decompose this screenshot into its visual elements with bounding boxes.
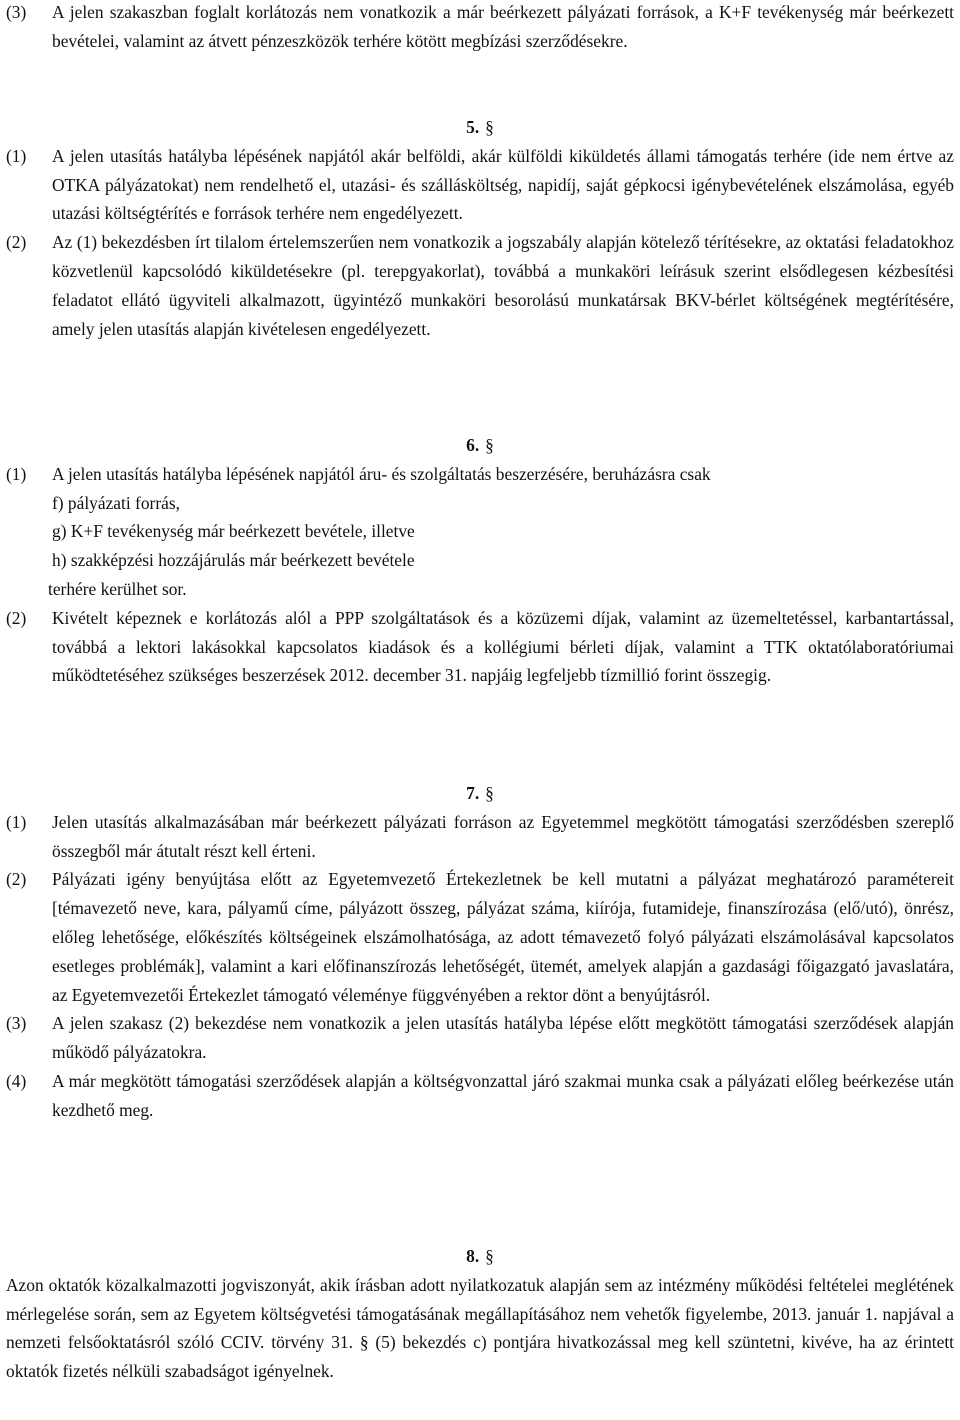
section-symbol: § [485,117,494,137]
section-7-paragraph-3 [6,1009,954,1067]
section-7-paragraph-2 [6,865,954,1009]
section-heading [6,431,954,460]
paragraph-number: (1) [6,463,27,484]
section-5 [6,113,954,343]
paragraph-text: Kivételt képeznek e korlátozás alól a PPP szolgáltatások és a közüzemi díjak, valamint az üzemeltetéssel, karbantartással, továbbá a lektori lakásokkal kapcsolatos kiadások és a kollégiumi bérleti díjak, valamint a TTK oktatólaboratóriumai működtetéséhez szükséges beszerzések 2012. december 31. napjáig legfeljebb tízmillió forint összegig. [52,607,954,686]
fragment-paragraph [6,0,954,56]
section-number: 5. [466,117,480,137]
list-item: g) K+F tevékenység már beérkezett bevétele, illetve [52,521,415,542]
paragraph-text: A jelen szakasz (2) bekezdése nem vonatkozik a jelen utasítás hatályba lépése előtt megkötött támogatási szerződések alapján működő pályázatokra. [52,1013,954,1063]
section-7-paragraph-1 [6,808,954,866]
section-6-paragraph-1 [6,460,954,489]
section-heading [6,779,954,808]
paragraph-number: (3) [6,2,27,22]
paragraph-number: (1) [6,145,27,166]
section-heading [6,1242,954,1271]
section-number: 7. [466,783,480,803]
section-heading [6,113,954,142]
paragraph-number: (1) [6,811,27,832]
section-8-text: Azon oktatók közalkalmazotti jogviszonyát, akik írásban adott nyilatkozatuk alapján sem az intézmény működési feltételei meglétének mérlegelése során, sem az Egyetem költségvetési támogatásának megállapításához nem vehetők figyelembe, 2013. január 1. napjával a nemzeti felsőoktatásról szóló CCIV. törvény 31. § (5) bekezdés c) pontjára hivatkozással meg kell szüntetni, kivéve, ha az érintett oktatók fizetés nélküli szabadságot igényelnek. [6,1274,954,1382]
section-symbol: § [485,1246,494,1266]
section-symbol: § [485,783,494,803]
section-number: 8. [466,1246,480,1266]
section-6 [6,431,954,690]
section-symbol: § [485,435,494,455]
section-5-paragraph-2 [6,228,954,343]
list-item: f) pályázati forrás, [52,492,180,513]
list-closing-text: terhére kerülhet sor. [48,578,187,599]
paragraph-number: (2) [6,607,27,628]
section-7 [6,779,954,1125]
paragraph-text: Jelen utasítás alkalmazásában már beérkezett pályázati forráson az Egyetemmel megkötött támogatási szerződésben szereplő összegből már átutalt részt kell érteni. [52,811,954,861]
paragraph-text: Pályázati igény benyújtása előtt az Egyetemvezető Értekezletnek be kell mutatni a pályázat meghatározó paramétereit [témavezető neve, kara, pályamű címe, pályázott összeg, pályázat száma, kiírója, futamideje, finanszírozása (elő/utó), önrész, előleg lehetősége, előkészítés költségeinek elszámolhatósága, az adott témavezető folyó pályázati elszámolásával kapcsolatos esetleges problémák], valamint a kari előfinanszírozás lehetőségét, ütemét, amelyek alapján a gazdasági főigazgató javaslatára, az Egyetemvezetői Értekezlet támogató véleménye függvényében a rektor dönt a benyújtásról. [52,869,954,1005]
paragraph-text: A jelen utasítás hatályba lépésének napjától akár belföldi, akár külföldi kiküldetés állami támogatás terhére (ide nem értve az OTKA pályázatokat) nem rendelhető el, utazási- és szállásköltség, napidíj, saját gépkocsi igénybevételének elszámolása, egyéb utazási költségtérítés e források terhére nem engedélyezett. [52,145,954,224]
section-8 [6,1242,954,1386]
paragraph-number: (3) [6,1013,27,1034]
paragraph-text: A már megkötött támogatási szerződések alapján a költségvonzattal járó szakmai munka csak a pályázati előleg beérkezése után kezdhető meg. [52,1070,954,1120]
paragraph-number: (2) [6,232,27,253]
list-item: h) szakképzési hozzájárulás már beérkezett bevétele [52,550,415,571]
paragraph-text: A jelen szakaszban foglalt korlátozás nem vonatkozik a már beérkezett pályázati források, a K+F tevékenység már beérkezett bevételei, valamint az átvett pénzeszközök terhére kötött megbízási szerződésekre. [52,2,954,51]
section-number: 6. [466,435,480,455]
section-6-paragraph-2 [6,604,954,690]
paragraph-text: A jelen utasítás hatályba lépésének napjától áru- és szolgáltatás beszerzésére, beruházásra csak [52,463,711,484]
paragraph-text: Az (1) bekezdésben írt tilalom értelemszerűen nem vonatkozik a jogszabály alapján kötelező térítésekre, az oktatási feladatokhoz közvetlenül kapcsolódó kiküldetésekre (pl. terepgyakorlat), továbbá a munkaköri leírásuk szerint elsődlegesen kézbesítési feladatot ellátó ügyviteli alkalmazott, ügyintéző munkaköri besorolású munkatársak BKV-bérlet költségének megtérítésére, amely jelen utasítás alapján kivételesen engedélyezett. [52,232,954,339]
paragraph-number: (2) [6,869,27,890]
section-7-paragraph-4 [6,1067,954,1125]
section-5-paragraph-1 [6,142,954,228]
paragraph-number: (4) [6,1070,27,1091]
